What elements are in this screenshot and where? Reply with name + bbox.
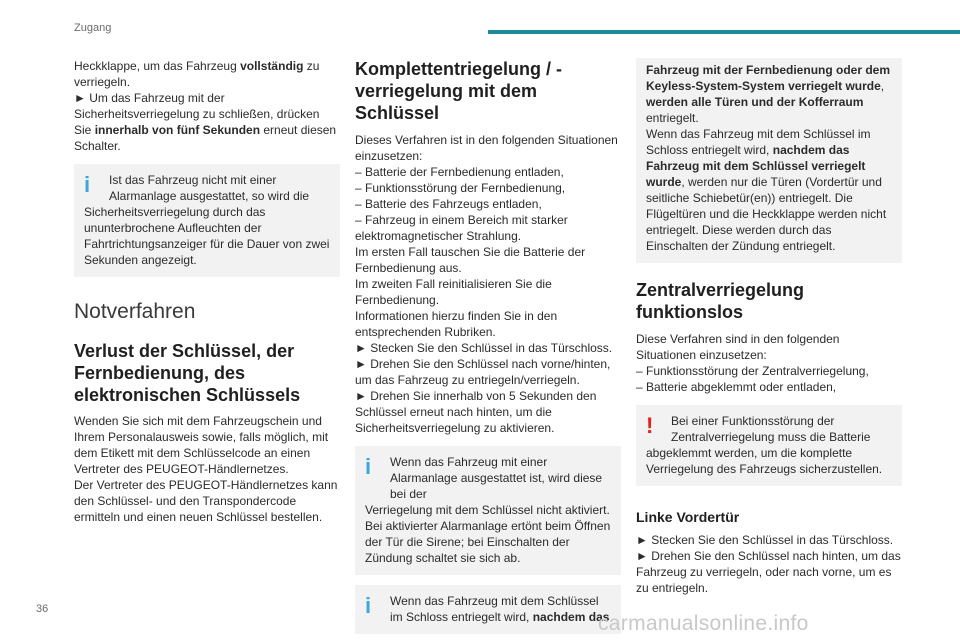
warning-note: ! Bei einer Funktionsstörung der Zentralverriegelung muss die Batterie abgeklemmt werden, um die komplette Verriegelung des Fahrzeugs sicherzustellen. bbox=[636, 405, 902, 486]
list-item: – Funktionsstörung der Zentralverriegelung, bbox=[636, 364, 869, 378]
subsection-heading: Zentralverriegelung funktionslos bbox=[636, 280, 805, 322]
step-item: ► Drehen Sie innerhalb von 5 Sekunden den Schlüssel erneut nach hinten, um die Sicherheitsverriegelung zu aktivieren. bbox=[355, 389, 597, 435]
step-item: ► Drehen Sie den Schlüssel nach hinten, um das Fahrzeug zu verriegeln, oder nach vorne, um es zu entriegeln. bbox=[636, 549, 901, 595]
paragraph: Der Vertreter des PEUGEOT-Händlernetzes kann den Schlüssel- und den Transpondercode ermitteln und einen neuen Schlüssel bestellen. bbox=[74, 478, 338, 524]
column-3 bbox=[636, 58, 902, 596]
column-2 bbox=[355, 58, 621, 634]
step-item: ► Stecken Sie den Schlüssel in das Türschloss. bbox=[355, 341, 613, 355]
paragraph: Dieses Verfahren ist in den folgenden Situationen einzusetzen: bbox=[355, 133, 618, 163]
list-item: – Batterie des Fahrzeugs entladen, bbox=[355, 197, 542, 211]
section-heading: Notverfahren bbox=[74, 300, 196, 323]
paragraph: Informationen hierzu finden Sie in den entsprechenden Rubriken. bbox=[355, 309, 558, 339]
info-note: i Ist das Fahrzeug nicht mit einer Alarmanlage ausgestattet, so wird die Sicherheitsverriegelung durch das ununterbrochene Aufleuchten der Fahrtrichtungsanzeiger für die Dauer von zwei Sekunden angezeigt. bbox=[74, 164, 340, 277]
column-1 bbox=[74, 58, 340, 525]
info-icon: i bbox=[365, 593, 372, 618]
list-item: – Funktionsstörung der Fernbedienung, bbox=[355, 181, 566, 195]
info-note: i Wenn das Fahrzeug mit einer Alarmanlage ausgestattet ist, wird diese bei der Verriegelung mit dem Schlüssel nicht aktiviert. Bei aktivierter Alarmanlage ertönt beim Öffnen der Tür die Sirene; bei Einschalten der Zündung schaltet sie sich ab. bbox=[355, 446, 621, 575]
paragraph: ► Um das Fahrzeug mit der Sicherheitsverriegelung zu schließen, drücken Sie innerhalb von fünf Sekunden erneut diesen Schalter. bbox=[74, 91, 337, 153]
info-icon: i bbox=[84, 172, 91, 197]
subsection-heading: Verlust der Schlüssel, der Fernbedienung, des elektronischen Schlüssels bbox=[74, 341, 301, 405]
paragraph: Diese Verfahren sind in den folgenden Situationen einzusetzen: bbox=[636, 332, 840, 362]
step-item: ► Stecken Sie den Schlüssel in das Türschloss. bbox=[636, 533, 894, 547]
info-note-continued: Fahrzeug mit der Fernbedienung oder dem Keyless-System-System verriegelt wurde, werden alle Türen und der Kofferraum entriegelt. Wenn das Fahrzeug mit dem Schlüssel im Schloss entriegelt wird, nachdem das Fahrzeug mit dem Schlüssel verriegelt wurde, werden nur die Türen (Vordertür und seitliche Schiebetür(en)) entriegelt. Die Flügeltüren und die Heckklappe werden nicht entriegelt. Diese werden durch das Einschalten der Zündung entriegelt. bbox=[636, 58, 902, 263]
paragraph: Heckklappe, um das Fahrzeug vollständig zu verriegeln. bbox=[74, 59, 320, 89]
page-number: 36 bbox=[36, 603, 49, 615]
list-item: – Batterie der Fernbedienung entladen, bbox=[355, 165, 564, 179]
paragraph: Wenden Sie sich mit dem Fahrzeugschein und Ihrem Personalausweis sowie, falls möglich, mit dem Etikett mit dem Schlüsselcode an einen Vertreter des PEUGEOT-Händlernetzes. bbox=[74, 414, 329, 476]
header-accent-bar bbox=[488, 30, 960, 34]
info-icon: i bbox=[365, 454, 372, 479]
watermark: carmanualsonline.info bbox=[598, 612, 809, 635]
running-header: Zugang bbox=[74, 22, 112, 34]
subsection-heading: Komplettentriegelung / -verriegelung mit dem Schlüssel bbox=[355, 59, 562, 123]
list-item: – Fahrzeug in einem Bereich mit starker elektromagnetischer Strahlung. bbox=[355, 213, 568, 243]
warning-icon: ! bbox=[646, 413, 654, 438]
paragraph: Im ersten Fall tauschen Sie die Batterie der Fernbedienung aus. bbox=[355, 245, 586, 275]
list-item: – Batterie abgeklemmt oder entladen, bbox=[636, 380, 837, 394]
paragraph: Im zweiten Fall reinitialisieren Sie die Fernbedienung. bbox=[355, 277, 552, 307]
step-item: ► Drehen Sie den Schlüssel nach vorne/hinten, um das Fahrzeug zu entriegeln/verriegeln. bbox=[355, 357, 611, 387]
info-note: i Wenn das Fahrzeug mit dem Schlüssel im Schloss entriegelt wird, nachdem das bbox=[355, 585, 621, 634]
subsection-heading: Linke Vordertür bbox=[636, 509, 740, 525]
